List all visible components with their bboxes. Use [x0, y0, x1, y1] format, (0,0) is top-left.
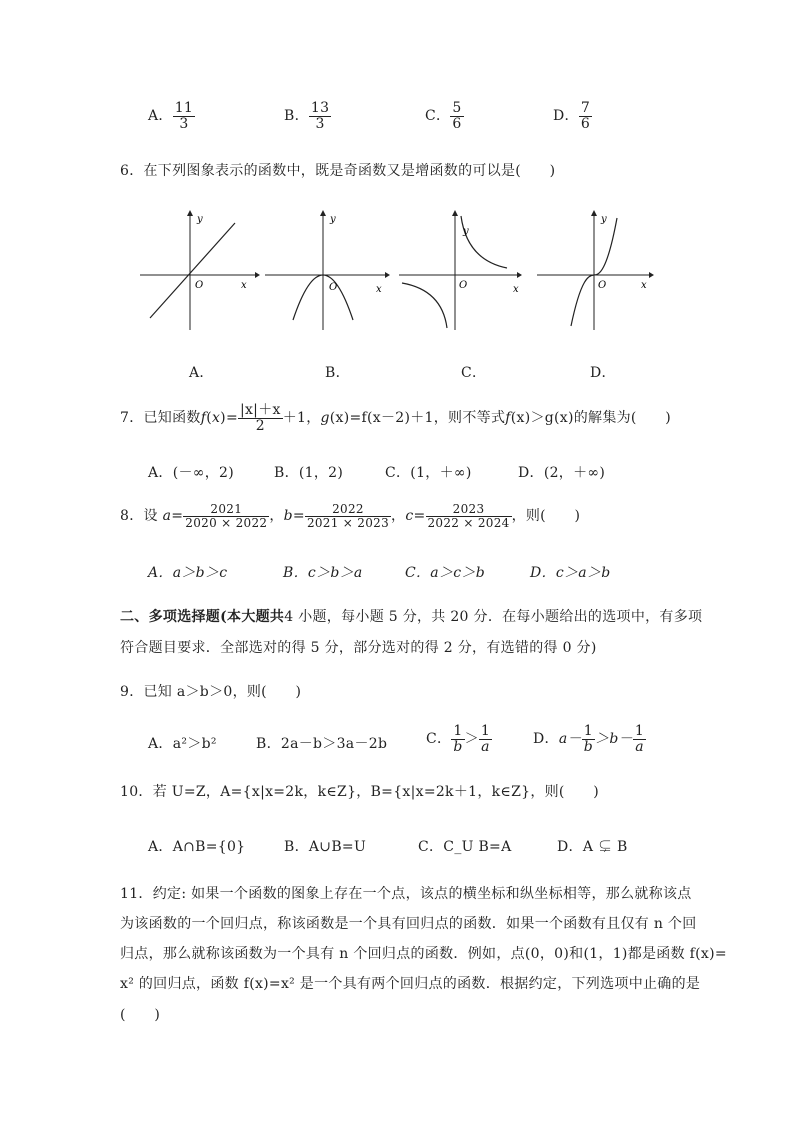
- q5-option-c: C． $\frac{5}{6}$: [425, 100, 462, 132]
- x-axis-label: x: [641, 280, 647, 291]
- q10-option-d: D．A ⊊ B: [557, 839, 628, 855]
- q6-label-d: D．: [590, 365, 616, 381]
- q11-line-1: 11．约定: 如果一个函数的图象上存在一个点，该点的横坐标和纵坐标相等，那么就称该点: [120, 886, 692, 902]
- q8-option-b: B．c＞b＞a: [283, 565, 363, 581]
- q6-graph-d: [535, 208, 660, 333]
- q7-option-d: D．(2，＋∞): [518, 465, 606, 481]
- q6-label-b: B．: [325, 365, 350, 381]
- q8-option-d: D．c＞a＞b: [530, 565, 611, 581]
- q10-option-c: C．C_U B=A: [418, 839, 512, 855]
- y-axis-label: y: [330, 214, 336, 225]
- q6-graph-b: [263, 208, 393, 333]
- y-axis-label: y: [463, 226, 469, 237]
- q9-option-c: C． $\frac{1}{b}$ ＞ $\frac{1}{a}$: [426, 723, 491, 755]
- q6-label-a: A．: [189, 365, 214, 381]
- q6-graph-c: [397, 208, 527, 333]
- q5-option-b: B． $\frac{13}{3}$: [284, 100, 330, 132]
- q9-option-a: A．a²＞b²: [148, 736, 217, 752]
- q11-line-4: x² 的回归点，函数 f(x)=x² 是一个具有两个回归点的函数．根据约定，下列选项中止确的是: [120, 976, 701, 992]
- q8-option-c: C．a＞c＞b: [405, 565, 485, 581]
- q7-option-b: B．(1，2): [274, 465, 344, 481]
- q6-label-c: C．: [461, 365, 487, 381]
- origin-label: O: [598, 280, 607, 291]
- section2-line2: 符合题目要求．全部选对的得 5 分，部分选对的得 2 分，有选错的得 0 分): [120, 640, 597, 656]
- q6-stem: 6．在下列图象表示的函数中，既是奇函数又是增函数的可以是( ): [120, 163, 556, 179]
- origin-label: O: [459, 280, 468, 291]
- q5-option-a: A． $\frac{11}{3}$: [148, 100, 194, 132]
- q7-stem: 7．已知函数f(x)= $\frac{|x|+x}{2}$ ＋1，g(x)=f(x－2)＋1，则不等式f(x)＞g(x)的解集为( ): [120, 402, 672, 434]
- x-axis-label: x: [241, 280, 247, 291]
- q8-option-a: A．a＞b＞c: [148, 565, 228, 581]
- q7-option-c: C．(1，＋∞): [385, 465, 472, 481]
- y-axis-label: y: [197, 214, 203, 225]
- x-axis-label: x: [376, 284, 382, 295]
- q11-line-5: ( ): [120, 1007, 161, 1023]
- q10-stem: 10．若 U=Z，A={x|x=2k，k∈Z}，B={x|x=2k＋1，k∈Z}，则( ): [120, 784, 600, 800]
- q11-line-3: 归点，那么就称该函数为一个具有 n 个回归点的函数．例如，点(0，0)和(1，1)都是函数 f(x)=: [120, 946, 727, 962]
- y-axis-label: y: [601, 214, 607, 225]
- q10-option-b: B．A∪B=U: [284, 839, 367, 855]
- q7-option-a: A．(－∞，2): [148, 465, 235, 481]
- q9-option-b: B．2a－b＞3a－2b: [256, 736, 388, 752]
- q10-option-a: A．A∩B={0}: [148, 839, 246, 855]
- q9-option-d: D．a－ $\frac{1}{b}$ ＞b－ $\frac{1}{a}$: [533, 723, 645, 755]
- origin-label: O: [195, 280, 204, 291]
- q8-stem: 8．设 a= $\frac{2021}{2020 \times 2022}$ ，b= $\frac{2022}{2021 \times 2023}$ ，c= $\frac{2023}{2022 \times 2024}$ ，则( ): [120, 502, 581, 530]
- q9-stem: 9．已知 a＞b＞0，则( ): [120, 684, 302, 700]
- q6-graph-a: [135, 208, 260, 333]
- q11-line-2: 为该函数的一个回归点，称该函数是一个具有回归点的函数．如果一个函数有且仅有 n 个回: [120, 916, 697, 932]
- origin-label: O: [329, 282, 338, 293]
- section2-line1: 二、多项选择题(本大题共4 小题，每小题 5 分，共 20 分．在每小题给出的选项中，有多项: [120, 609, 703, 625]
- q5-option-d: D． $\frac{7}{6}$: [553, 100, 591, 132]
- x-axis-label: x: [513, 284, 519, 295]
